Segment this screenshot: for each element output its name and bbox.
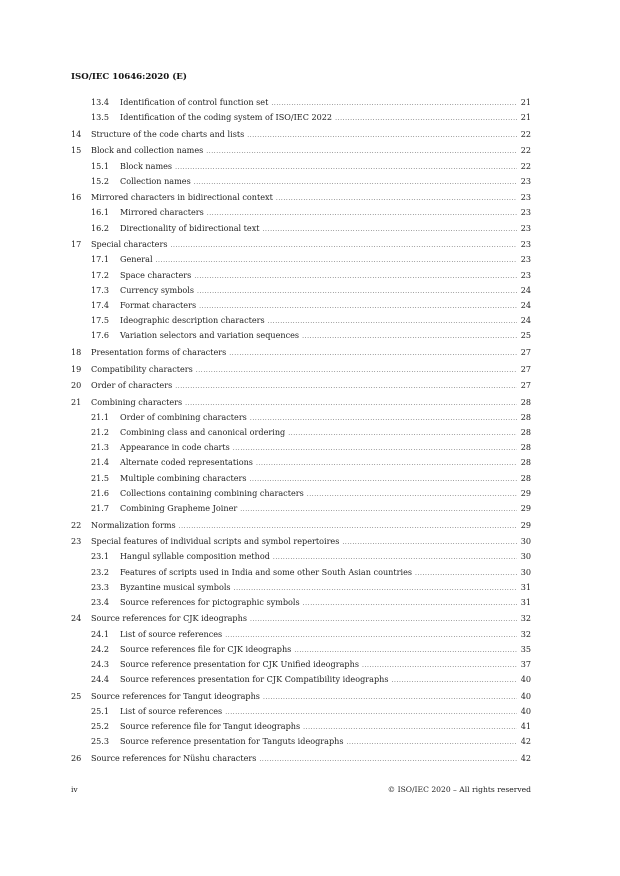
toc-dot-leader [263, 222, 517, 237]
toc-entry-number: 23 [71, 536, 82, 547]
toc-entry-title: Presentation forms of characters [91, 346, 227, 357]
toc-entry-page: 29 [520, 503, 531, 513]
toc-entry-page: 23 [520, 254, 531, 265]
toc-entry-title: Source reference presentation for CJK Unified ideographs [120, 659, 359, 670]
toc-entry-page: 24 [520, 284, 531, 295]
toc-entry-page: 23 [520, 222, 531, 233]
toc-entry-title: Combining class and canonical ordering [120, 427, 286, 438]
toc-entry[interactable] [71, 205, 531, 220]
toc-entry-title: Source references for CJK ideographs [91, 613, 247, 624]
toc-entry-number: 16.2 [91, 222, 110, 233]
toc-entry[interactable] [71, 221, 531, 236]
toc-entry-title: List of source references [120, 628, 223, 639]
toc-dot-leader [415, 566, 517, 581]
toc-entry[interactable] [71, 328, 531, 343]
toc-entry-title: Block and collection names [91, 145, 204, 156]
toc-entry-page: 37 [520, 659, 531, 670]
toc-entry-title: Format characters [120, 300, 197, 310]
toc-entry-page: 41 [520, 721, 531, 732]
toc-entry-title: Structure of the code charts and lists [91, 128, 245, 139]
toc-dot-leader [288, 426, 517, 441]
toc-entry-page: 21 [520, 97, 531, 107]
toc-entry-title: Identification of the coding system of ISO/IEC 2022 [120, 112, 333, 123]
toc-entry-number: 16 [71, 192, 82, 203]
toc-dot-leader [271, 96, 517, 111]
toc-dot-leader [259, 752, 517, 767]
toc-entry-title: List of source references [120, 706, 223, 716]
toc-entry[interactable] [71, 410, 531, 425]
toc-entry-title: Appearance in code charts [120, 442, 230, 453]
toc-dot-leader [273, 550, 517, 565]
toc-entry-number: 17.2 [91, 269, 110, 280]
toc-entry[interactable] [71, 501, 531, 516]
toc-entry-title: Space characters [120, 269, 192, 280]
toc-entry[interactable] [71, 565, 531, 580]
toc-entry-number: 17.6 [91, 330, 110, 341]
toc-entry[interactable] [71, 159, 531, 174]
toc-dot-leader [303, 596, 517, 611]
toc-dot-leader [206, 144, 517, 159]
toc-entry-page: 42 [520, 752, 531, 763]
toc-entry-title: Multiple combining characters [120, 472, 247, 483]
toc-entry-page: 31 [520, 581, 531, 592]
toc-entry[interactable] [71, 283, 531, 298]
toc-entry-page: 27 [520, 363, 531, 374]
toc-entry-number: 24.2 [91, 643, 110, 654]
toc-dot-leader [229, 346, 517, 361]
toc-entry-number: 19 [71, 363, 82, 374]
toc-entry-page: 27 [520, 346, 531, 357]
toc-entry[interactable] [71, 127, 531, 142]
toc-entry-title: Alternate coded representations [120, 457, 253, 468]
toc-entry-title: Source reference presentation for Tanguts ideographs [120, 736, 344, 747]
toc-entry[interactable] [71, 362, 531, 377]
page-number: iv [71, 785, 78, 794]
toc-entry-title: Normalization forms [91, 519, 176, 530]
toc-entry-title: General [120, 254, 153, 265]
toc-entry-page: 23 [520, 192, 531, 203]
toc-entry[interactable] [71, 672, 531, 687]
toc-entry-page: 28 [520, 396, 531, 407]
toc-entry-title: Combining Grapheme Joiner [120, 503, 238, 513]
toc-entry[interactable] [71, 734, 531, 749]
toc-dot-leader [250, 411, 517, 426]
toc-dot-leader [250, 612, 517, 627]
toc-entry-title: Collection names [120, 175, 191, 186]
toc-entry-page: 28 [520, 427, 531, 438]
toc-entry[interactable] [71, 174, 531, 189]
toc-entry-number: 22 [71, 519, 82, 530]
toc-entry-number: 23.4 [91, 596, 110, 607]
toc-dot-leader [175, 160, 517, 175]
toc-entry-title: Source references for Tangut ideographs [91, 690, 260, 701]
toc-entry[interactable] [71, 611, 531, 626]
toc-entry[interactable] [71, 425, 531, 440]
toc-dot-leader [247, 128, 517, 143]
toc-entry-page: 23 [520, 207, 531, 218]
toc-entry-title: Hangul syllable composition method [120, 551, 270, 562]
toc-entry-title: Currency symbols [120, 284, 195, 295]
toc-entry[interactable] [71, 580, 531, 595]
toc-entry-title: Special characters [91, 239, 168, 250]
toc-dot-leader [268, 314, 517, 329]
toc-dot-leader [307, 487, 517, 502]
toc-entry-page: 22 [520, 145, 531, 156]
toc-dot-leader [347, 735, 517, 750]
toc-entry-title: Source references for pictographic symbols [120, 596, 300, 607]
toc-entry-number: 17.5 [91, 315, 110, 326]
toc-dot-leader [175, 379, 517, 394]
toc-entry-title: Features of scripts used in India and some other South Asian countries [120, 566, 413, 577]
toc-dot-leader [342, 535, 517, 550]
toc-entry[interactable] [71, 345, 531, 360]
toc-entry-number: 14 [71, 128, 82, 139]
toc-entry-page: 28 [520, 457, 531, 468]
toc-dot-leader [225, 705, 517, 720]
toc-entry-number: 17 [71, 239, 82, 250]
toc-entry-number: 17.3 [91, 284, 110, 295]
toc-dot-leader [194, 175, 517, 190]
toc-entry-page: 40 [520, 690, 531, 701]
toc-entry-number: 24.4 [91, 674, 110, 685]
toc-entry[interactable] [71, 657, 531, 672]
toc-dot-leader [302, 329, 517, 344]
toc-entry-number: 26 [71, 752, 82, 763]
toc-dot-leader [196, 363, 517, 378]
toc-entry-number: 21.5 [91, 472, 110, 483]
toc-entry-page: 23 [520, 269, 531, 280]
toc-entry[interactable] [71, 455, 531, 470]
toc-entry-number: 17.4 [91, 300, 110, 310]
toc-entry-title: Compatibility characters [91, 363, 193, 374]
toc-entry-number: 23.3 [91, 581, 110, 592]
toc-entry-page: 28 [520, 472, 531, 483]
toc-entry[interactable] [71, 143, 531, 158]
toc-entry[interactable] [71, 689, 531, 704]
toc-entry-page: 21 [520, 112, 531, 123]
toc-entry-page: 24 [520, 300, 531, 310]
toc-entry-number: 21.4 [91, 457, 110, 468]
toc-entry-page: 31 [520, 596, 531, 607]
toc-entry-page: 30 [520, 566, 531, 577]
toc-entry[interactable] [71, 627, 531, 642]
toc-entry-title: Collections containing combining characters [120, 487, 304, 498]
toc-entry[interactable] [71, 95, 531, 110]
toc-entry-number: 15 [71, 145, 82, 156]
toc-entry[interactable] [71, 549, 531, 564]
toc-dot-leader [233, 441, 517, 456]
toc-entry-title: Special features of individual scripts and symbol repertoires [91, 536, 340, 547]
toc-entry-number: 25 [71, 690, 82, 701]
toc-entry[interactable] [71, 534, 531, 549]
toc-entry-number: 23.2 [91, 566, 110, 577]
toc-entry-page: 32 [520, 628, 531, 639]
toc-dot-leader [250, 472, 517, 487]
toc-entry[interactable] [71, 471, 531, 486]
toc-entry-page: 29 [520, 487, 531, 498]
toc-entry-title: Mirrored characters [120, 207, 204, 218]
toc-entry[interactable] [71, 268, 531, 283]
toc-entry-title: Source references for Nüshu characters [91, 752, 257, 763]
toc-entry-number: 20 [71, 380, 82, 391]
toc-entry-page: 22 [520, 160, 531, 171]
toc-entry[interactable] [71, 704, 531, 719]
toc-entry[interactable] [71, 642, 531, 657]
toc-entry-page: 32 [520, 613, 531, 624]
toc-entry-number: 24 [71, 613, 82, 624]
toc-entry-number: 16.1 [91, 207, 110, 218]
toc-entry-page: 27 [520, 380, 531, 391]
toc-entry-number: 21.6 [91, 487, 110, 498]
toc-entry-title: Combining characters [91, 396, 183, 407]
toc-dot-leader [194, 269, 517, 284]
toc-entry-page: 35 [520, 643, 531, 654]
toc-entry[interactable] [71, 313, 531, 328]
toc-entry[interactable] [71, 110, 531, 125]
toc-dot-leader [256, 456, 517, 471]
toc-entry[interactable] [71, 486, 531, 501]
toc-entry-title: Source references file for CJK ideographs [120, 643, 292, 654]
toc-dot-leader [156, 253, 517, 268]
toc-entry-number: 25.1 [91, 706, 110, 716]
toc-dot-leader [179, 519, 517, 534]
toc-entry[interactable] [71, 595, 531, 610]
toc-entry-title: Source references presentation for CJK Compatibility ideographs [120, 674, 389, 685]
toc-entry[interactable] [71, 378, 531, 393]
toc-entry-number: 15.1 [91, 160, 110, 171]
toc-entry-number: 15.2 [91, 175, 110, 186]
toc-entry[interactable] [71, 395, 531, 410]
toc-entry-number: 21 [71, 396, 82, 407]
toc-entry-title: Byzantine musical symbols [120, 581, 231, 592]
toc-entry[interactable] [71, 298, 531, 313]
toc-entry-number: 13.5 [91, 112, 110, 123]
toc-dot-leader [303, 720, 517, 735]
toc-entry-number: 24.3 [91, 659, 110, 670]
toc-entry-number: 13.4 [91, 97, 110, 107]
toc-entry-page: 25 [520, 330, 531, 341]
toc-entry-number: 21.7 [91, 503, 110, 513]
toc-dot-leader [171, 238, 518, 253]
toc-entry-number: 25.2 [91, 721, 110, 732]
toc-entry[interactable] [71, 237, 531, 252]
toc-entry-page: 23 [520, 175, 531, 186]
toc-entry-number: 21.3 [91, 442, 110, 453]
toc-entry[interactable] [71, 518, 531, 533]
toc-entry[interactable] [71, 252, 531, 267]
toc-dot-leader [294, 643, 517, 658]
document-header: ISO/IEC 10646:2020 (E) [71, 72, 187, 82]
toc-entry-page: 29 [520, 519, 531, 530]
toc-entry-title: Order of characters [91, 380, 173, 391]
toc-entry-title: Order of combining characters [120, 411, 247, 422]
toc-entry[interactable] [71, 190, 531, 205]
toc-dot-leader [207, 206, 517, 221]
toc-entry-page: 40 [520, 674, 531, 685]
toc-entry[interactable] [71, 719, 531, 734]
toc-entry-page: 28 [520, 411, 531, 422]
toc-entry-page: 42 [520, 736, 531, 747]
toc-dot-leader [263, 690, 517, 705]
page-footer [71, 785, 531, 794]
toc-entry-number: 24.1 [91, 628, 110, 639]
toc-entry-page: 23 [520, 239, 531, 250]
toc-dot-leader [240, 502, 517, 517]
toc-entry-number: 21.2 [91, 427, 110, 438]
toc-entry-number: 25.3 [91, 736, 110, 747]
toc-dot-leader [392, 673, 518, 688]
toc-entry-title: Identification of control function set [120, 97, 269, 107]
toc-entry-number: 21.1 [91, 411, 110, 422]
toc-entry-number: 23.1 [91, 551, 110, 562]
toc-entry-number: 18 [71, 346, 82, 357]
toc-entry[interactable] [71, 751, 531, 766]
copyright-notice: © ISO/IEC 2020 – All rights reserved [387, 785, 531, 794]
toc-entry-page: 22 [520, 128, 531, 139]
toc-entry-number: 17.1 [91, 254, 110, 265]
toc-entry-page: 24 [520, 315, 531, 326]
toc-entry-title: Source reference file for Tangut ideographs [120, 721, 301, 732]
toc-entry-title: Mirrored characters in bidirectional context [91, 192, 273, 203]
toc-entry-page: 30 [520, 536, 531, 547]
toc-dot-leader [234, 581, 517, 596]
toc-dot-leader [362, 658, 517, 673]
toc-dot-leader [197, 284, 517, 299]
toc-entry-page: 40 [520, 706, 531, 716]
toc-dot-leader [225, 628, 517, 643]
toc-entry-title: Block names [120, 160, 173, 171]
toc-entry-title: Ideographic description characters [120, 315, 265, 326]
toc-dot-leader [185, 396, 517, 411]
toc-dot-leader [276, 191, 517, 206]
toc-dot-leader [199, 299, 517, 314]
toc-entry-page: 30 [520, 551, 531, 562]
table-of-contents [71, 95, 531, 766]
toc-entry-title: Variation selectors and variation sequences [120, 330, 300, 341]
toc-dot-leader [335, 111, 517, 126]
toc-entry-page: 28 [520, 442, 531, 453]
toc-entry[interactable] [71, 440, 531, 455]
toc-entry-title: Directionality of bidirectional text [120, 222, 260, 233]
